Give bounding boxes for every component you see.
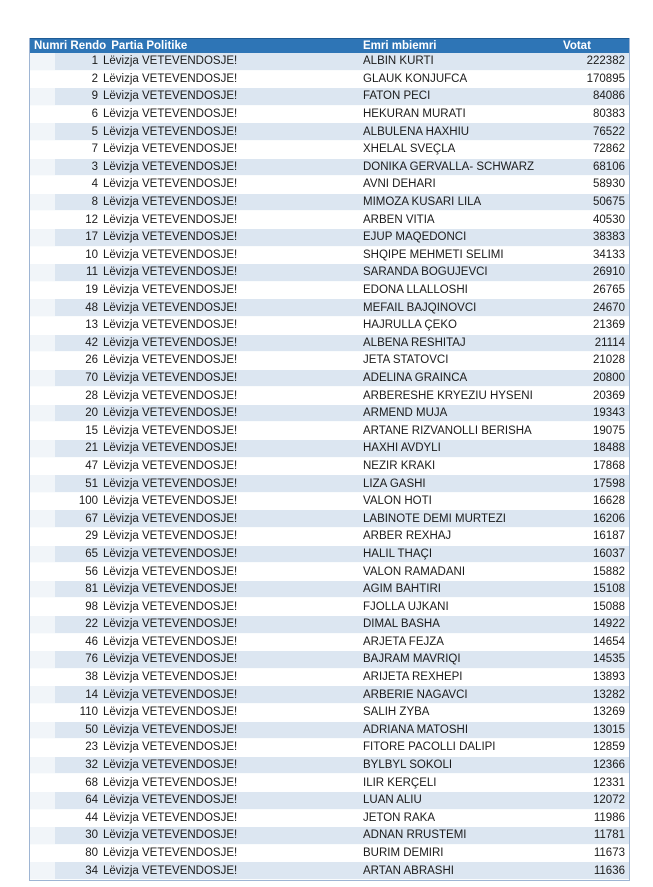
partia-cell: Lëvizja VETËVENDOSJE! (103, 178, 238, 191)
numri-cell: 64 (85, 794, 98, 807)
numri-cell: 21 (85, 442, 98, 455)
table-row (30, 739, 629, 757)
partia-cell: Lëvizja VETËVENDOSJE! (103, 231, 238, 244)
numri-cell: 2 (91, 72, 98, 85)
table-row (30, 440, 629, 458)
votat-cell: 16628 (593, 495, 625, 508)
emri-cell: MEFAIL BAJQINOVCI (363, 301, 477, 314)
gutter-cell (30, 475, 55, 492)
votat-cell: 21369 (593, 319, 625, 332)
table-body (30, 53, 629, 880)
table-row (30, 810, 629, 828)
votat-cell: 12072 (593, 794, 625, 807)
emri-cell: ARMEND MUJA (363, 407, 448, 420)
numri-cell: 48 (85, 301, 98, 314)
partia-cell: Lëvizja VETËVENDOSJE! (103, 354, 238, 367)
gutter-cell (30, 827, 55, 844)
emri-cell: ARBËR REXHAJ (363, 530, 452, 543)
numri-cell: 8 (91, 196, 98, 209)
numri-cell: 13 (85, 319, 98, 332)
partia-cell: Lëvizja VETËVENDOSJE! (103, 160, 238, 173)
emri-cell: NEZIR KRAKI (363, 459, 436, 472)
votat-cell: 170895 (586, 72, 625, 85)
emri-cell: ARBËRIE NAGAVCI (363, 688, 468, 701)
table-row (30, 422, 629, 440)
numri-cell: 14 (85, 688, 98, 701)
numri-cell: 68 (85, 776, 98, 789)
votat-cell: 13269 (593, 706, 625, 719)
votat-cell: 11636 (593, 864, 625, 877)
numri-cell: 44 (85, 811, 98, 824)
table-row (30, 845, 629, 863)
table-row (30, 211, 629, 229)
emri-cell: ILIR KËRÇELI (363, 776, 437, 789)
table-row (30, 53, 629, 71)
numri-cell: 81 (85, 583, 98, 596)
table-row (30, 528, 629, 546)
votat-cell: 68106 (593, 160, 625, 173)
table-row (30, 194, 629, 212)
numri-cell: 11 (86, 266, 98, 279)
header-numri-rendo: Numri Rendo (34, 39, 107, 52)
table-row (30, 563, 629, 581)
partia-cell: Lëvizja VETËVENDOSJE! (103, 635, 238, 648)
gutter-cell (30, 247, 55, 264)
votat-cell: 11781 (593, 829, 625, 842)
table-row (30, 493, 629, 511)
numri-cell: 22 (85, 618, 98, 631)
gutter-cell (30, 792, 55, 809)
votat-cell: 13282 (593, 688, 625, 701)
partia-cell: Lëvizja VETËVENDOSJE! (103, 794, 238, 807)
emri-cell: ADELINA GRAINCA (363, 371, 468, 384)
gutter-cell (30, 264, 55, 281)
gutter-cell (30, 194, 55, 211)
partia-cell: Lëvizja VETËVENDOSJE! (103, 530, 238, 543)
partia-cell: Lëvizja VETËVENDOSJE! (103, 442, 238, 455)
emri-cell: ARTANE RIZVANOLLI BERISHA (363, 424, 532, 437)
gutter-cell (30, 634, 55, 651)
votat-cell: 58930 (593, 178, 625, 191)
partia-cell: Lëvizja VETËVENDOSJE! (103, 407, 238, 420)
partia-cell: Lëvizja VETËVENDOSJE! (103, 688, 238, 701)
emri-cell: FJOLLA UJKANI (363, 600, 449, 613)
numri-cell: 42 (85, 336, 98, 349)
emri-cell: ARBËRESHË KRYEZIU HYSENI (363, 389, 533, 402)
numri-cell: 20 (85, 407, 98, 420)
votat-cell: 76522 (593, 125, 625, 138)
numri-cell: 38 (85, 671, 98, 684)
gutter-cell (30, 159, 55, 176)
votat-cell: 26910 (593, 266, 625, 279)
emri-cell: GLAUK KONJUFCA (363, 72, 468, 85)
table-row (30, 405, 629, 423)
votat-cell: 21114 (594, 336, 625, 349)
numri-cell: 4 (91, 178, 98, 191)
votat-cell: 12859 (593, 741, 625, 754)
table-row (30, 669, 629, 687)
gutter-cell (30, 440, 55, 457)
emri-cell: LABINOTË DEMI MURTEZI (363, 512, 506, 525)
table-row (30, 581, 629, 599)
table-row (30, 546, 629, 564)
emri-cell: MIMOZA KUSARI LILA (363, 196, 482, 209)
votat-cell: 17598 (593, 477, 625, 490)
gutter-cell (30, 757, 55, 774)
gutter-cell (30, 317, 55, 334)
gutter-cell (30, 422, 55, 439)
partia-cell: Lëvizja VETËVENDOSJE! (103, 565, 238, 578)
votat-cell: 14922 (593, 618, 625, 631)
table-row (30, 106, 629, 124)
table-header-row (30, 38, 629, 53)
votat-cell: 14535 (593, 653, 625, 666)
partia-cell: Lëvizja VETËVENDOSJE! (103, 213, 238, 226)
votat-cell: 38383 (593, 231, 625, 244)
partia-cell: Lëvizja VETËVENDOSJE! (103, 336, 238, 349)
emri-cell: ARJETA FEJZA (363, 635, 444, 648)
numri-cell: 5 (91, 125, 98, 138)
table-row (30, 88, 629, 106)
emri-cell: SARANDA BOGUJEVCI (363, 266, 488, 279)
gutter-cell (30, 686, 55, 703)
emri-cell: XHELAL SVEÇLA (363, 143, 456, 156)
results-table (29, 38, 630, 881)
partia-cell: Lëvizja VETËVENDOSJE! (103, 143, 238, 156)
gutter-cell (30, 229, 55, 246)
partia-cell: Lëvizja VETËVENDOSJE! (103, 495, 238, 508)
table-row (30, 387, 629, 405)
partia-cell: Lëvizja VETËVENDOSJE! (103, 424, 238, 437)
gutter-cell (30, 528, 55, 545)
table-row (30, 264, 629, 282)
partia-cell: Lëvizja VETËVENDOSJE! (103, 600, 238, 613)
partia-cell: Lëvizja VETËVENDOSJE! (103, 829, 238, 842)
gutter-cell (30, 616, 55, 633)
votat-cell: 13015 (593, 723, 625, 736)
numri-cell: 26 (85, 354, 98, 367)
table-row (30, 651, 629, 669)
header-emri-mbiemri: Emri mbiemri (363, 39, 437, 52)
gutter-cell (30, 862, 55, 879)
numri-cell: 15 (85, 424, 98, 437)
partia-cell: Lëvizja VETËVENDOSJE! (103, 811, 238, 824)
gutter-cell (30, 405, 55, 422)
votat-cell: 15108 (593, 583, 625, 596)
table-row (30, 247, 629, 265)
numri-cell: 67 (85, 512, 98, 525)
numri-cell: 10 (85, 248, 98, 261)
partia-cell: Lëvizja VETËVENDOSJE! (103, 671, 238, 684)
partia-cell: Lëvizja VETËVENDOSJE! (103, 108, 238, 121)
emri-cell: SHQIPE MEHMETI SELIMI (363, 248, 504, 261)
votat-cell: 15088 (593, 600, 625, 613)
table-row (30, 722, 629, 740)
partia-cell: Lëvizja VETËVENDOSJE! (103, 477, 238, 490)
numri-cell: 51 (85, 477, 98, 490)
table-row (30, 176, 629, 194)
partia-cell: Lëvizja VETËVENDOSJE! (103, 723, 238, 736)
numri-cell: 6 (91, 108, 98, 121)
table-row (30, 282, 629, 300)
table-row (30, 458, 629, 476)
partia-cell: Lëvizja VETËVENDOSJE! (103, 125, 238, 138)
header-numri-partia (30, 40, 360, 52)
numri-cell: 65 (85, 547, 98, 560)
table-row (30, 370, 629, 388)
emri-cell: HALIL THAÇI (363, 547, 433, 560)
numri-cell: 1 (91, 55, 98, 68)
votat-cell: 16206 (593, 512, 625, 525)
emri-cell: ARTAN ABRASHI (363, 864, 454, 877)
emri-cell: ALBULENA HAXHIU (363, 125, 470, 138)
numri-cell: 32 (85, 759, 98, 772)
partia-cell: Lëvizja VETËVENDOSJE! (103, 90, 238, 103)
votat-cell: 18488 (593, 442, 625, 455)
table-row (30, 792, 629, 810)
partia-cell: Lëvizja VETËVENDOSJE! (103, 459, 238, 472)
gutter-cell (30, 581, 55, 598)
emri-cell: BURIM DEMIRI (363, 847, 444, 860)
gutter-cell (30, 704, 55, 721)
partia-cell: Lëvizja VETËVENDOSJE! (103, 618, 238, 631)
table-row (30, 159, 629, 177)
table-row (30, 317, 629, 335)
numri-cell: 28 (85, 389, 98, 402)
table-row (30, 352, 629, 370)
votat-cell: 80383 (593, 108, 625, 121)
partia-cell: Lëvizja VETËVENDOSJE! (103, 583, 238, 596)
gutter-cell (30, 493, 55, 510)
emri-cell: SALIH ZYBA (363, 706, 430, 719)
emri-cell: LIZA GASHI (363, 477, 426, 490)
numri-cell: 80 (85, 847, 98, 860)
table-row (30, 141, 629, 159)
table-row (30, 475, 629, 493)
partia-cell: Lëvizja VETËVENDOSJE! (103, 864, 238, 877)
header-partia-politike: Partia Politike (111, 39, 188, 52)
partia-cell: Lëvizja VETËVENDOSJE! (103, 196, 238, 209)
emri-cell: HAXHI AVDYLI (363, 442, 441, 455)
gutter-cell (30, 370, 55, 387)
partia-cell: Lëvizja VETËVENDOSJE! (103, 706, 238, 719)
votat-cell: 16037 (593, 547, 625, 560)
table-row (30, 704, 629, 722)
votat-cell: 40530 (593, 213, 625, 226)
votat-cell: 20800 (593, 371, 625, 384)
gutter-cell (30, 546, 55, 563)
gutter-cell (30, 598, 55, 615)
emri-cell: AGIM BAHTIRI (363, 583, 441, 596)
emri-cell: HAJRULLA ÇEKO (363, 319, 457, 332)
votat-cell: 17868 (593, 459, 625, 472)
gutter-cell (30, 123, 55, 140)
gutter-cell (30, 563, 55, 580)
numri-cell: 3 (91, 160, 98, 173)
partia-cell: Lëvizja VETËVENDOSJE! (103, 301, 238, 314)
table-row (30, 335, 629, 353)
votat-cell: 26765 (593, 284, 625, 297)
emri-cell: ARIJETA REXHEPI (363, 671, 463, 684)
votat-cell: 19343 (593, 407, 625, 420)
table-row (30, 229, 629, 247)
emri-cell: HEKURAN MURATI (363, 108, 466, 121)
table-row (30, 616, 629, 634)
emri-cell: VALON RAMADANI (363, 565, 466, 578)
gutter-cell (30, 299, 55, 316)
emri-cell: BAJRAM MAVRIQI (363, 653, 461, 666)
numri-cell: 100 (78, 495, 98, 508)
gutter-cell (30, 510, 55, 527)
votat-cell: 12366 (593, 759, 625, 772)
votat-cell: 21028 (593, 354, 625, 367)
gutter-cell (30, 106, 55, 123)
numri-cell: 34 (85, 864, 98, 877)
partia-cell: Lëvizja VETËVENDOSJE! (103, 55, 238, 68)
partia-cell: Lëvizja VETËVENDOSJE! (103, 512, 238, 525)
partia-cell: Lëvizja VETËVENDOSJE! (103, 547, 238, 560)
gutter-cell (30, 845, 55, 862)
partia-cell: Lëvizja VETËVENDOSJE! (103, 847, 238, 860)
table-row (30, 862, 629, 880)
numri-cell: 9 (91, 90, 98, 103)
emri-cell: JETON RAKA (363, 811, 435, 824)
votat-cell: 13893 (593, 671, 625, 684)
gutter-cell (30, 739, 55, 756)
partia-cell: Lëvizja VETËVENDOSJE! (103, 266, 238, 279)
partia-cell: Lëvizja VETËVENDOSJE! (103, 284, 238, 297)
emri-cell: DIMAL BASHA (363, 618, 440, 631)
gutter-cell (30, 774, 55, 791)
table-row (30, 686, 629, 704)
votat-cell: 222382 (586, 55, 625, 68)
table-row (30, 634, 629, 652)
table-row (30, 598, 629, 616)
gutter-cell (30, 282, 55, 299)
numri-cell: 70 (85, 371, 98, 384)
table-row (30, 299, 629, 317)
emri-cell: BYLBYL SOKOLI (363, 759, 453, 772)
numri-cell: 110 (79, 706, 98, 719)
emri-cell: JETA STATOVCI (363, 354, 449, 367)
numri-cell: 56 (85, 565, 98, 578)
gutter-cell (30, 352, 55, 369)
emri-cell: ADNAN RRUSTEMI (363, 829, 467, 842)
votat-cell: 11673 (593, 847, 625, 860)
votat-cell: 72862 (593, 143, 625, 156)
gutter-cell (30, 387, 55, 404)
gutter-cell (30, 176, 55, 193)
numri-cell: 12 (85, 213, 98, 226)
numri-cell: 98 (85, 600, 98, 613)
gutter-cell (30, 53, 55, 70)
emri-cell: FITORE PACOLLI DALIPI (363, 741, 496, 754)
partia-cell: Lëvizja VETËVENDOSJE! (103, 72, 238, 85)
numri-cell: 17 (85, 231, 98, 244)
emri-cell: ALBIN KURTI (363, 55, 434, 68)
numri-cell: 19 (85, 284, 98, 297)
partia-cell: Lëvizja VETËVENDOSJE! (103, 319, 238, 332)
gutter-cell (30, 71, 55, 88)
votat-cell: 50675 (593, 196, 625, 209)
table-row (30, 510, 629, 528)
votat-cell: 19075 (593, 424, 625, 437)
partia-cell: Lëvizja VETËVENDOSJE! (103, 248, 238, 261)
emri-cell: LUAN ALIU (363, 794, 422, 807)
numri-cell: 30 (85, 829, 98, 842)
numri-cell: 7 (91, 143, 98, 156)
votat-cell: 12331 (593, 776, 625, 789)
table-row (30, 757, 629, 775)
emri-cell: EJUP MAQEDONCI (363, 231, 467, 244)
gutter-cell (30, 669, 55, 686)
votat-cell: 11986 (593, 811, 625, 824)
table-row (30, 827, 629, 845)
partia-cell: Lëvizja VETËVENDOSJE! (103, 653, 238, 666)
partia-cell: Lëvizja VETËVENDOSJE! (103, 759, 238, 772)
emri-cell: EDONA LLALLOSHI (363, 284, 468, 297)
votat-cell: 14654 (593, 635, 625, 648)
numri-cell: 76 (85, 653, 98, 666)
numri-cell: 46 (85, 635, 98, 648)
header-votat: Votat (563, 39, 591, 52)
gutter-cell (30, 211, 55, 228)
emri-cell: FATON PECI (363, 90, 431, 103)
gutter-cell (30, 810, 55, 827)
table-row (30, 123, 629, 141)
votat-cell: 34133 (593, 248, 625, 261)
partia-cell: Lëvizja VETËVENDOSJE! (103, 741, 238, 754)
table-row (30, 774, 629, 792)
emri-cell: ALBENA RESHITAJ (363, 336, 466, 349)
gutter-cell (30, 88, 55, 105)
votat-cell: 16187 (593, 530, 625, 543)
numri-cell: 29 (85, 530, 98, 543)
votat-cell: 24670 (593, 301, 625, 314)
numri-cell: 47 (85, 459, 98, 472)
votat-cell: 15882 (593, 565, 625, 578)
gutter-cell (30, 335, 55, 352)
gutter-cell (30, 458, 55, 475)
partia-cell: Lëvizja VETËVENDOSJE! (103, 776, 238, 789)
gutter-cell (30, 651, 55, 668)
numri-cell: 50 (85, 723, 98, 736)
emri-cell: ADRIANA MATOSHI (363, 723, 469, 736)
numri-cell: 23 (85, 741, 98, 754)
gutter-cell (30, 722, 55, 739)
partia-cell: Lëvizja VETËVENDOSJE! (103, 371, 238, 384)
emri-cell: VALON HOTI (363, 495, 432, 508)
emri-cell: DONIKA GËRVALLA- SCHWARZ (363, 160, 535, 173)
emri-cell: AVNI DEHARI (363, 178, 436, 191)
gutter-cell (30, 141, 55, 158)
table-row (30, 71, 629, 89)
partia-cell: Lëvizja VETËVENDOSJE! (103, 389, 238, 402)
votat-cell: 84086 (593, 90, 625, 103)
emri-cell: ARBEN VITIA (363, 213, 435, 226)
votat-cell: 20369 (593, 389, 625, 402)
